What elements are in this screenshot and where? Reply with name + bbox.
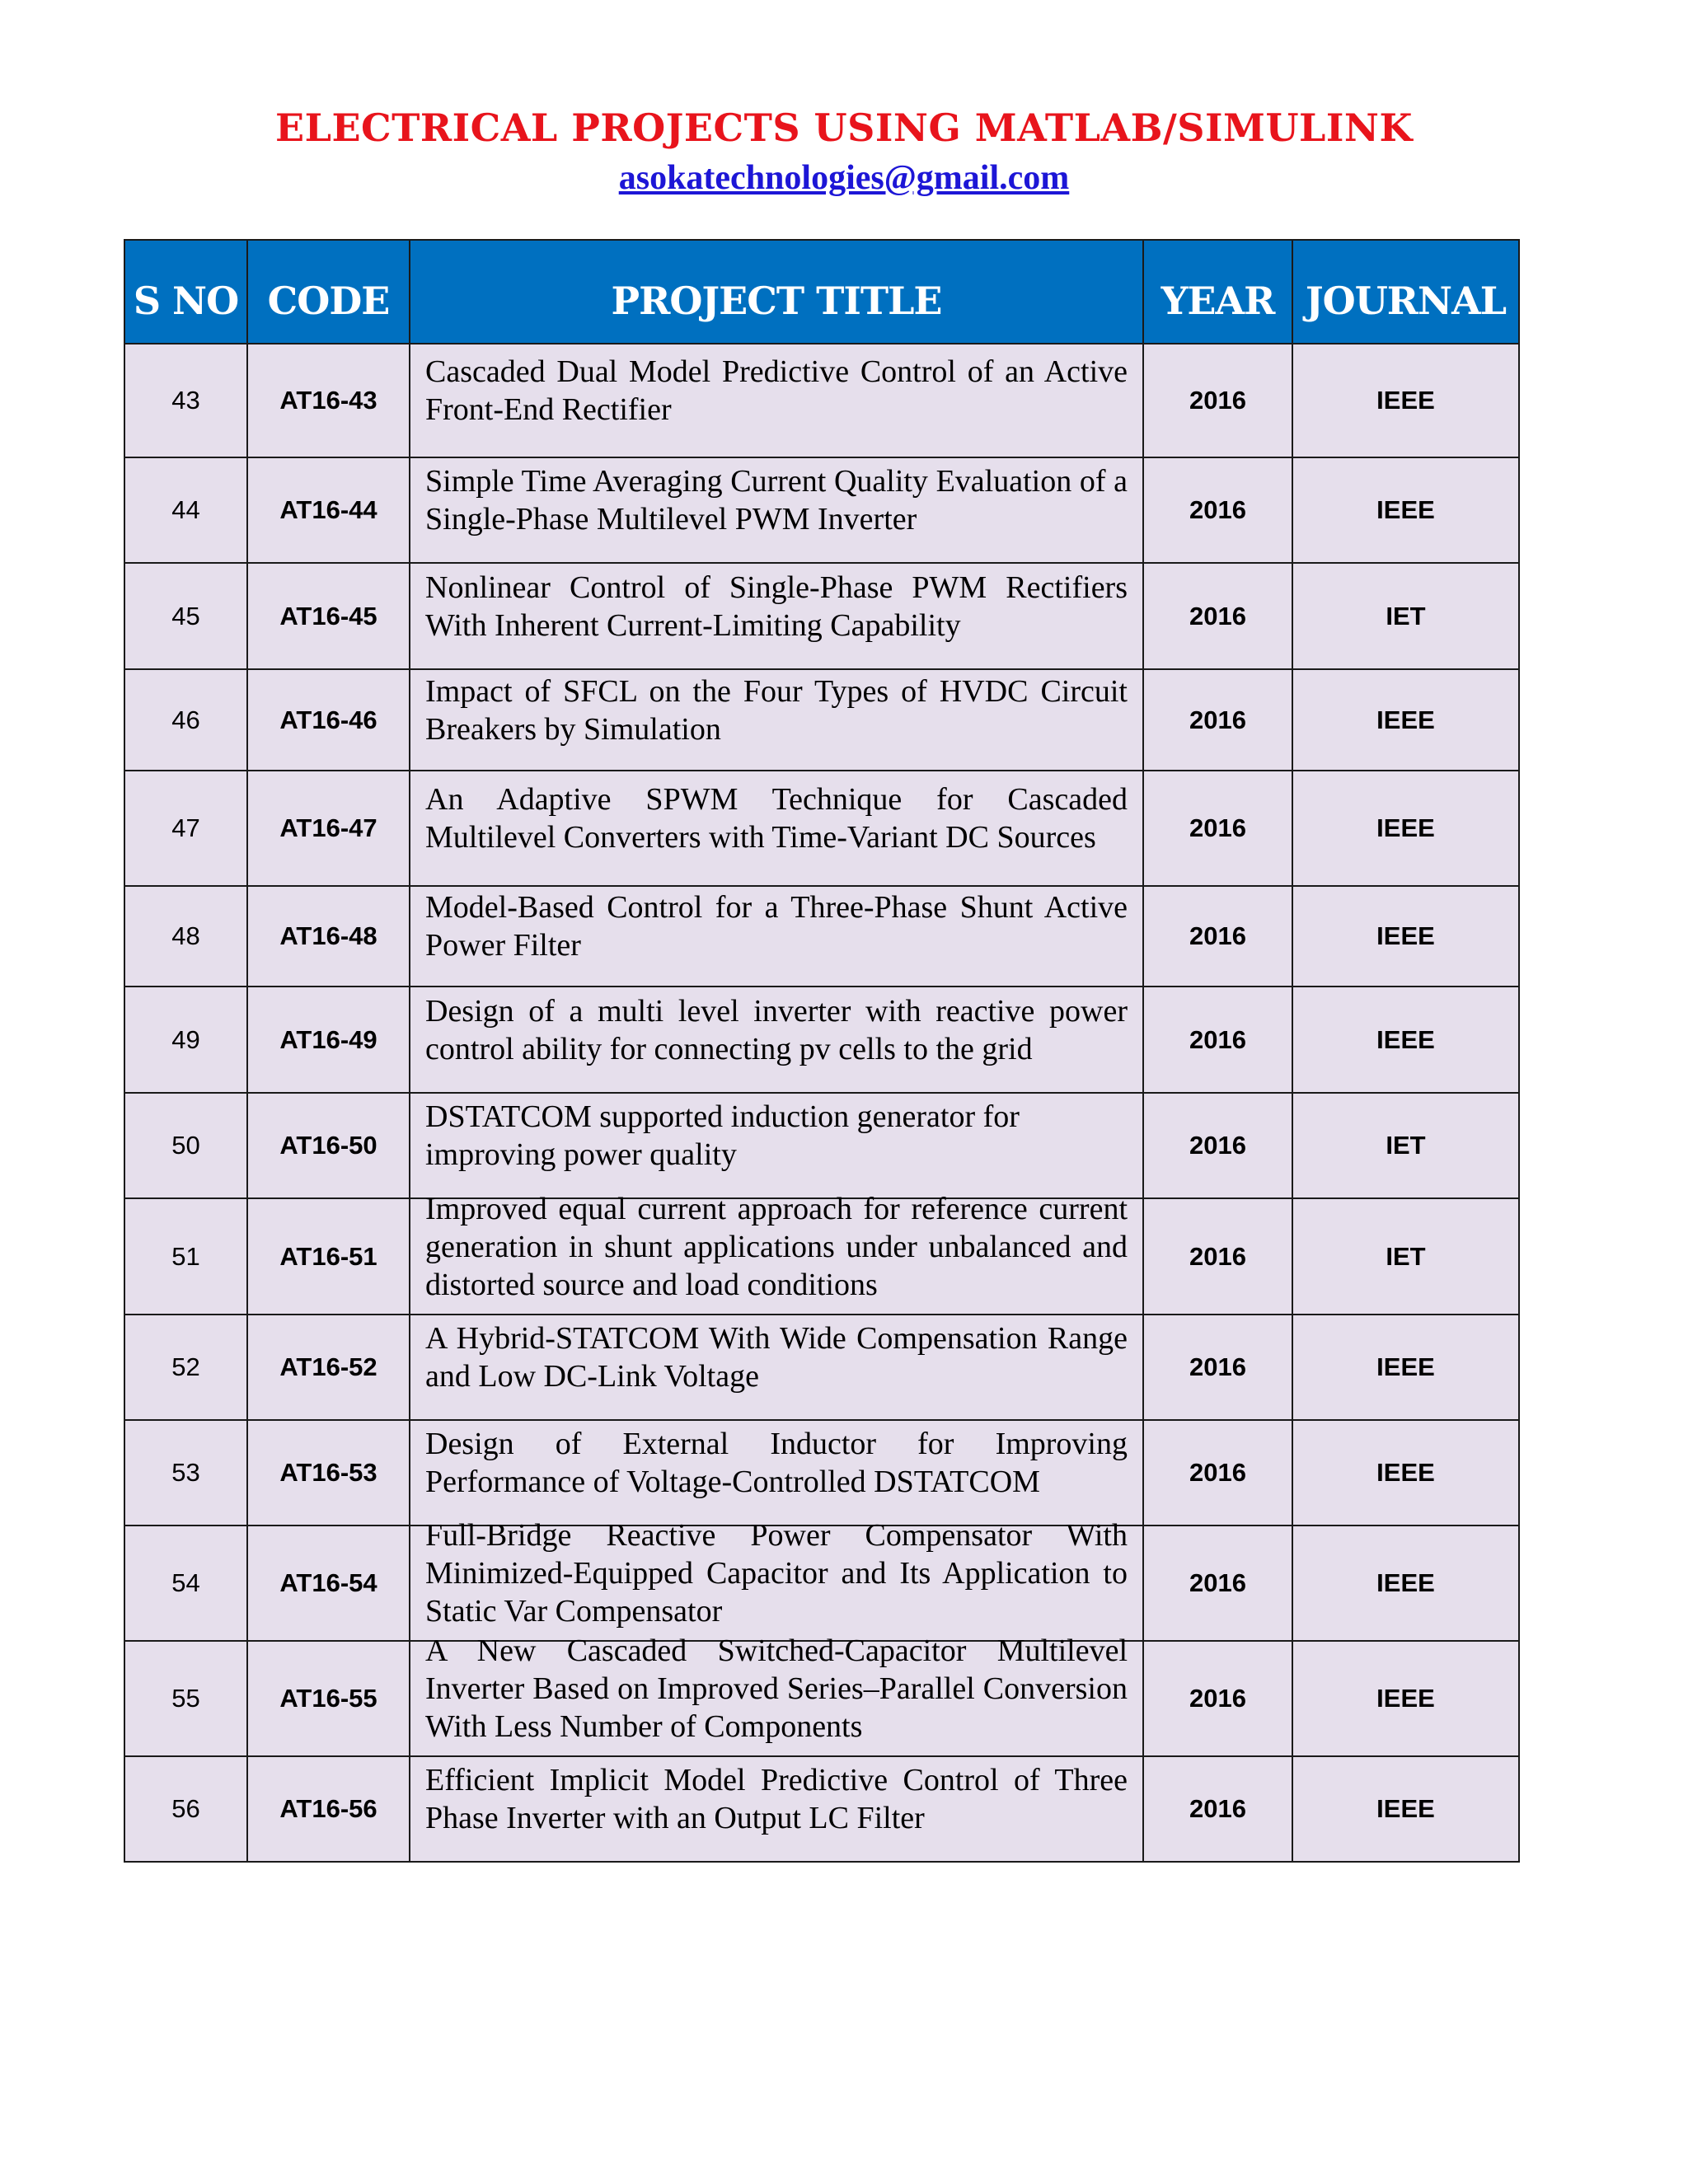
cell-sno: 48 xyxy=(124,886,247,987)
project-title-text: A Hybrid-STATCOM With Wide Compensation Range and Low DC-Link Voltage xyxy=(425,1321,1128,1394)
cell-journal: IEEE xyxy=(1292,1641,1519,1756)
cell-project-title xyxy=(410,344,1143,457)
cell-year: 2016 xyxy=(1143,1641,1292,1756)
cell-year: 2016 xyxy=(1143,1420,1292,1526)
cell-year: 2016 xyxy=(1143,1198,1292,1315)
cell-project-title xyxy=(410,1315,1143,1420)
project-title-text: Nonlinear Control of Single-Phase PWM Rectifiers With Inherent Current-Limiting Capability xyxy=(425,569,1128,643)
table-row xyxy=(124,1641,1519,1756)
cell-year: 2016 xyxy=(1143,1093,1292,1198)
cell-code: AT16-46 xyxy=(247,669,410,771)
table-row xyxy=(124,1526,1519,1641)
cell-code: AT16-44 xyxy=(247,457,410,563)
cell-code: AT16-45 xyxy=(247,563,410,669)
cell-sno: 50 xyxy=(124,1093,247,1198)
project-title-text: Cascaded Dual Model Predictive Control of an Active Front-End Rectifier xyxy=(425,354,1128,427)
project-title-text: An Adaptive SPWM Technique for Cascaded Multilevel Converters with Time-Variant DC Sources xyxy=(425,782,1128,855)
column-header-year: YEAR xyxy=(1143,240,1292,344)
cell-sno: 52 xyxy=(124,1315,247,1420)
cell-project-title xyxy=(410,1518,1143,1641)
project-title-text: Design of External Inductor for Improving Performance of Voltage-Controlled DSTATCOM xyxy=(425,1427,1128,1499)
table-row xyxy=(124,987,1519,1093)
column-header-sno: S NO xyxy=(124,240,247,344)
project-title-text: Impact of SFCL on the Four Types of HVDC Circuit Breakers by Simulation xyxy=(425,673,1128,747)
cell-project-title xyxy=(410,1191,1143,1315)
project-title-text: A New Cascaded Switched-Capacitor Multilevel Inverter Based on Improved Series–Parallel Conversion With Less Number of Components xyxy=(425,1633,1128,1744)
table-row xyxy=(124,1093,1519,1198)
table-header-row xyxy=(124,240,1519,344)
cell-code: AT16-43 xyxy=(247,344,410,457)
cell-sno: 44 xyxy=(124,457,247,563)
project-title-text: Improved equal current approach for reference current generation in shunt applications under unbalanced and distorted source and load conditions xyxy=(425,1191,1128,1302)
cell-journal: IEEE xyxy=(1292,457,1519,563)
cell-year: 2016 xyxy=(1143,886,1292,987)
cell-year: 2016 xyxy=(1143,669,1292,771)
cell-sno: 56 xyxy=(124,1756,247,1862)
table-row xyxy=(124,886,1519,987)
cell-code: AT16-47 xyxy=(247,771,410,886)
email-link[interactable]: asokatechnologies@gmail.com xyxy=(618,159,1070,197)
cell-code: AT16-53 xyxy=(247,1420,410,1526)
cell-journal: IEEE xyxy=(1292,987,1519,1093)
project-title-text: Simple Time Averaging Current Quality Evaluation of a Single-Phase Multilevel PWM Inverter xyxy=(425,464,1128,537)
cell-code: AT16-52 xyxy=(247,1315,410,1420)
column-header-project-title: PROJECT TITLE xyxy=(410,240,1143,344)
table-row xyxy=(124,1420,1519,1526)
table-body xyxy=(124,344,1519,1862)
page-title: ELECTRICAL PROJECTS USING MATLAB/SIMULINK xyxy=(275,105,1413,150)
projects-table xyxy=(124,239,1520,1863)
cell-sno: 54 xyxy=(124,1526,247,1641)
cell-year: 2016 xyxy=(1143,771,1292,886)
column-header-journal: JOURNAL xyxy=(1292,240,1519,344)
cell-code: AT16-50 xyxy=(247,1093,410,1198)
table-row xyxy=(124,1756,1519,1862)
cell-journal: IET xyxy=(1292,1093,1519,1198)
cell-code: AT16-54 xyxy=(247,1526,410,1641)
project-title-text: DSTATCOM supported induction generator for improving power quality xyxy=(425,1099,1020,1172)
cell-journal: IEEE xyxy=(1292,1315,1519,1420)
column-header-code: CODE xyxy=(247,240,410,344)
cell-code: AT16-51 xyxy=(247,1198,410,1315)
cell-code: AT16-49 xyxy=(247,987,410,1093)
cell-sno: 43 xyxy=(124,344,247,457)
project-title-text: Design of a multi level inverter with reactive power control ability for connecting pv cells to the grid xyxy=(425,993,1128,1066)
cell-year: 2016 xyxy=(1143,1756,1292,1862)
cell-sno: 47 xyxy=(124,771,247,886)
cell-sno: 49 xyxy=(124,987,247,1093)
cell-project-title xyxy=(410,886,1143,987)
cell-code: AT16-48 xyxy=(247,886,410,987)
cell-project-title xyxy=(410,1633,1143,1756)
cell-journal: IET xyxy=(1292,563,1519,669)
cell-project-title xyxy=(410,1756,1143,1862)
cell-project-title xyxy=(410,1420,1143,1526)
cell-year: 2016 xyxy=(1143,1526,1292,1641)
cell-sno: 53 xyxy=(124,1420,247,1526)
cell-journal: IEEE xyxy=(1292,771,1519,886)
cell-sno: 55 xyxy=(124,1641,247,1756)
cell-journal: IEEE xyxy=(1292,669,1519,771)
table-row xyxy=(124,344,1519,457)
project-title-text: Model-Based Control for a Three-Phase Shunt Active Power Filter xyxy=(425,890,1128,963)
cell-year: 2016 xyxy=(1143,563,1292,669)
cell-year: 2016 xyxy=(1143,987,1292,1093)
cell-project-title xyxy=(410,669,1143,771)
cell-journal: IET xyxy=(1292,1198,1519,1315)
cell-project-title xyxy=(410,563,1143,669)
cell-sno: 45 xyxy=(124,563,247,669)
table-row xyxy=(124,563,1519,669)
table-row xyxy=(124,1315,1519,1420)
table-row xyxy=(124,1198,1519,1315)
cell-code: AT16-55 xyxy=(247,1641,410,1756)
cell-journal: IEEE xyxy=(1292,1420,1519,1526)
cell-project-title xyxy=(410,771,1143,886)
cell-journal: IEEE xyxy=(1292,1526,1519,1641)
table-row xyxy=(124,457,1519,563)
cell-project-title xyxy=(410,457,1143,563)
cell-journal: IEEE xyxy=(1292,886,1519,987)
cell-sno: 46 xyxy=(124,669,247,771)
cell-year: 2016 xyxy=(1143,457,1292,563)
cell-year: 2016 xyxy=(1143,344,1292,457)
cell-sno: 51 xyxy=(124,1198,247,1315)
cell-code: AT16-56 xyxy=(247,1756,410,1862)
cell-year: 2016 xyxy=(1143,1315,1292,1420)
project-title-text: Full-Bridge Reactive Power Compensator With Minimized-Equipped Capacitor and Its Application to Static Var Compensator xyxy=(425,1518,1128,1629)
cell-project-title xyxy=(410,987,1143,1093)
cell-project-title xyxy=(410,1093,1143,1198)
cell-journal: IEEE xyxy=(1292,344,1519,457)
table-row xyxy=(124,771,1519,886)
project-title-text: Efficient Implicit Model Predictive Control of Three Phase Inverter with an Output LC Filter xyxy=(425,1763,1128,1835)
cell-journal: IEEE xyxy=(1292,1756,1519,1862)
table-row xyxy=(124,669,1519,771)
